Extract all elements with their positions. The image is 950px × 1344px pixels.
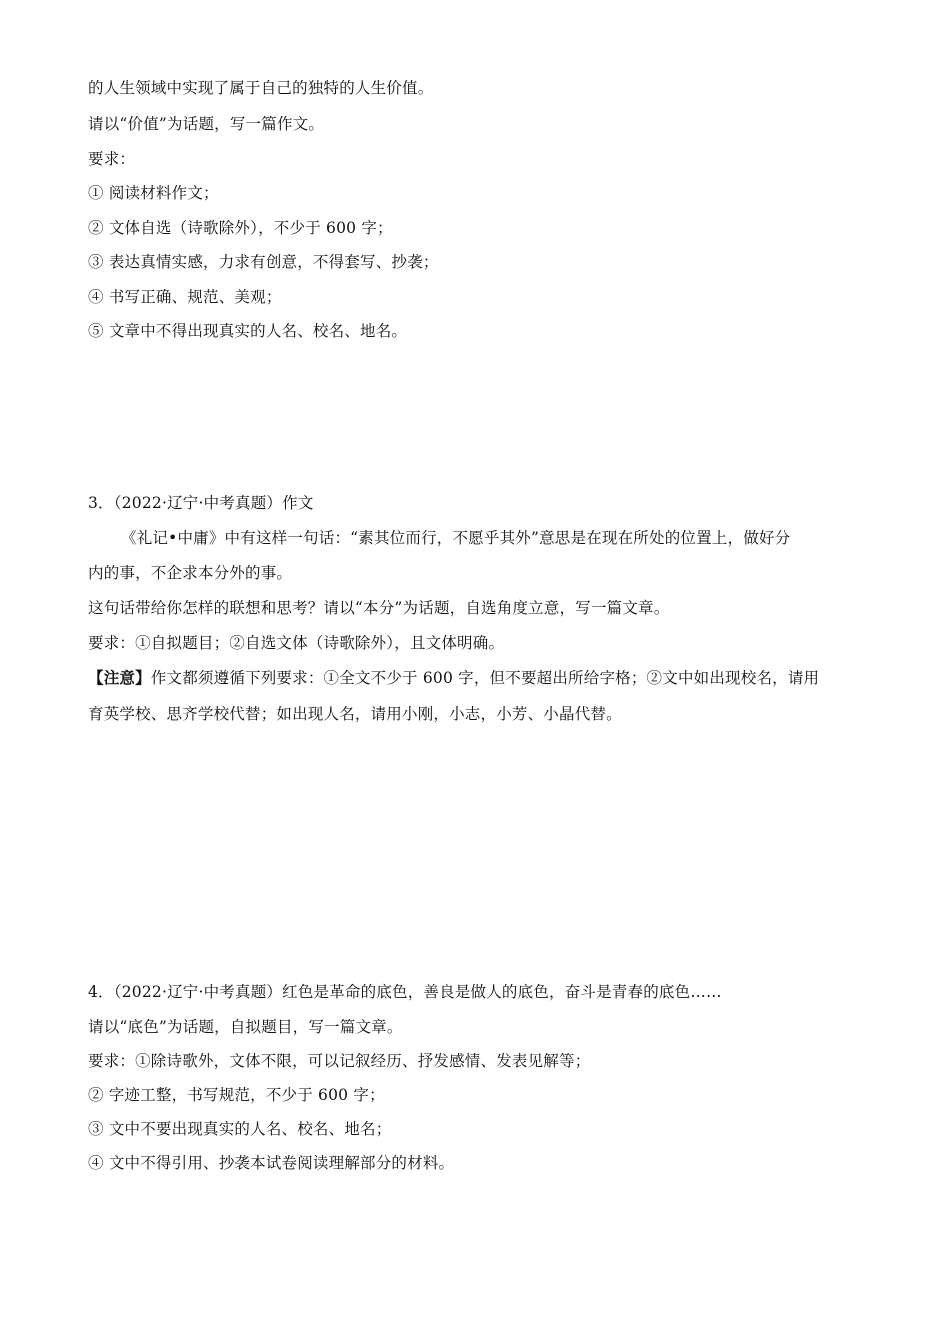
question-3-quote-line: 内的事，不企求本分外的事。 xyxy=(88,564,293,582)
question-3-note-line: 育英学校、思齐学校代替；如出现人名，请用小刚，小志，小芳、小晶代替。 xyxy=(88,705,622,723)
prev-requirement-item: ② 文体自选（诗歌除外），不少于 600 字； xyxy=(88,219,393,237)
question-3-note xyxy=(88,668,819,688)
prev-text-line: 的人生领域中实现了属于自己的独特的人生价值。 xyxy=(88,79,434,97)
question-3-quote-line: 《礼记•中庸》中有这样一句话：“素其位而行，不愿乎其外”意思是在现在所处的位置上，做好分 xyxy=(121,529,791,547)
question-4-requirement: ③ 文中不要出现真实的人名、校名、地名； xyxy=(88,1120,392,1138)
question-3-requirement: 要求：①自拟题目；②自选文体（诗歌除外），且文体明确。 xyxy=(88,634,505,652)
prev-requirement-item: ⑤ 文章中不得出现真实的人名、校名、地名。 xyxy=(88,322,408,340)
note-label: 【注意】 xyxy=(88,668,151,687)
question-4-prompt: 请以“底色”为话题，自拟题目，写一篇文章。 xyxy=(88,1018,403,1036)
question-4-requirement: 要求：①除诗歌外，文体不限，可以记叙经历、抒发感情、发表见解等； xyxy=(88,1052,591,1070)
prev-requirement-item: ③ 表达真情实感，力求有创意，不得套写、抄袭； xyxy=(88,253,439,271)
question-3-heading: 3．（2022·辽宁·中考真题）作文 xyxy=(88,494,314,512)
prev-requirements-label: 要求： xyxy=(88,150,136,168)
question-4-heading: 4．（2022·辽宁·中考真题）红色是革命的底色，善良是做人的底色，奋斗是青春的底色…… xyxy=(88,983,722,1001)
prev-requirement-item: ④ 书写正确、规范、美观； xyxy=(88,288,282,306)
question-4-requirement: ④ 文中不得引用、抄袭本试卷阅读理解部分的材料。 xyxy=(88,1154,455,1172)
note-text: 作文都须遵循下列要求：①全文不少于 600 字，但不要超出所给字格；②文中如出现校名，请用 xyxy=(150,669,820,687)
question-3-prompt: 这句话带给你怎样的联想和思考？请以“本分”为话题，自选角度立意，写一篇文章。 xyxy=(88,599,670,617)
prev-requirement-item: ① 阅读材料作文； xyxy=(88,184,219,202)
prev-prompt-line: 请以“价值”为话题，写一篇作文。 xyxy=(88,115,325,133)
question-4-requirement: ② 字迹工整，书写规范，不少于 600 字； xyxy=(88,1086,385,1104)
